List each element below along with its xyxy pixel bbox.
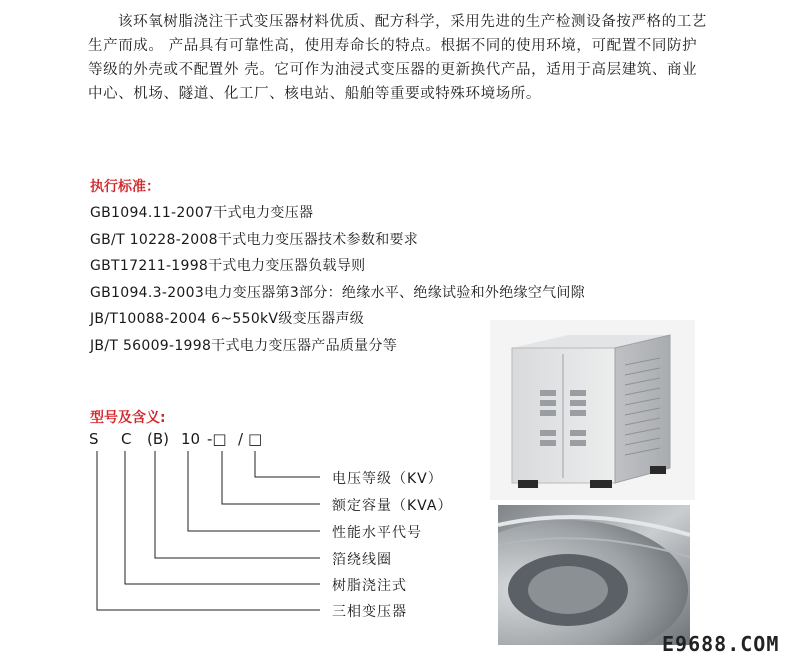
transformer-cabinet-photo [490, 320, 695, 500]
standard-item: GBT17211-1998干式电力变压器负载导则 [90, 258, 366, 274]
label-three-phase: 三相变压器 [332, 604, 407, 620]
model-code-capacity: -□ [207, 430, 227, 448]
model-title: 型号及含义: [90, 410, 166, 426]
label-foil-winding: 箔绕线圈 [332, 552, 392, 568]
foil-coil-photo [498, 505, 690, 645]
standard-item: JB/T 56009-1998干式电力变压器产品质量分等 [90, 337, 398, 354]
label-voltage-level: 电压等级（KV） [332, 471, 443, 487]
watermark: E9688.COM [662, 632, 780, 656]
model-code-b: (B) [147, 430, 169, 448]
standard-item: GB/T 10228-2008干式电力变压器技术参数和要求 [90, 231, 419, 248]
label-performance-code: 性能水平代号 [332, 525, 422, 541]
standards-title: 执行标准： [90, 179, 160, 195]
standard-item: JB/T10088-2004 6~550kV级变压器声级 [90, 311, 365, 327]
label-resin-cast: 树脂浇注式 [332, 578, 407, 594]
intro-paragraph: 该环氧树脂浇注干式变压器材料优质、配方科学，采用先进的生产检测设备按严格的工艺生产而成。 产品具有可靠性高，使用寿命长的特点。根据不同的使用环境，可配置不同防护等级的外壳或不配置外 壳。它可作为油浸式变压器的更新换代产品，适用于高层建筑、商业中心、机场、隧道、化工厂、核电站、船舶等重要或特殊环境场所。 [88, 14, 707, 102]
model-code-voltage: □ [248, 430, 263, 448]
leader-voltage [255, 451, 320, 477]
label-rated-capacity: 额定容量（KVA） [332, 498, 453, 514]
model-code-10: 10 [181, 430, 201, 448]
model-code-slash: / [238, 430, 244, 448]
standard-item: GB1094.3-2003电力变压器第3部分：绝缘水平、绝缘试验和外绝缘空气间隙 [90, 284, 586, 301]
model-code-s: S [89, 430, 99, 448]
model-code-c: C [121, 430, 132, 448]
leader-performance [188, 451, 320, 531]
standard-item: GB1094.11-2007干式电力变压器 [90, 205, 314, 221]
